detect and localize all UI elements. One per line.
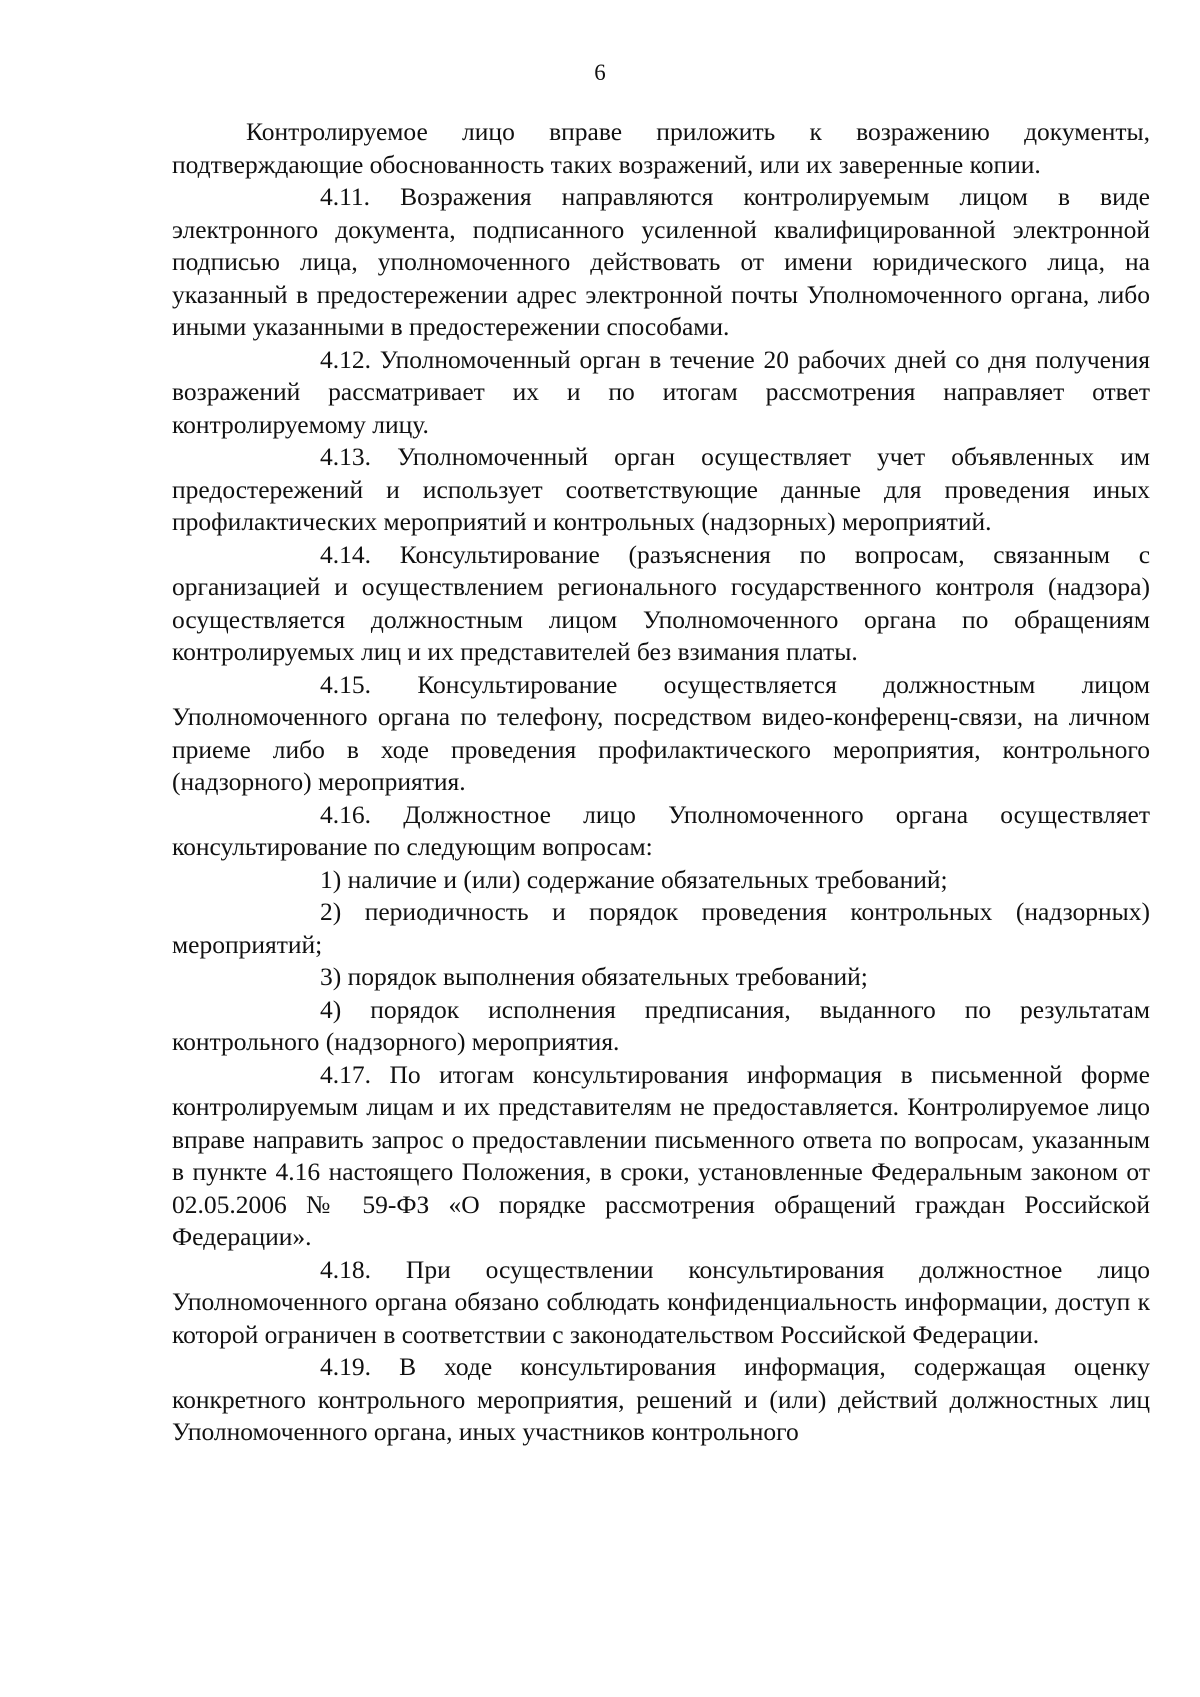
paragraph-text: Должностное лицо Уполномоченного органа осуществляет консультирование по следующим вопросам:: [172, 799, 1151, 861]
paragraph-number: 4.16.: [320, 799, 371, 829]
paragraph-4-14: [172, 539, 1150, 669]
list-item-text: порядок выполнения обязательных требований;: [347, 962, 868, 991]
paragraph-4-16: [172, 799, 1150, 864]
paragraph-4-13: [172, 441, 1150, 539]
list-item-2: [172, 896, 1150, 961]
list-item-text: наличие и (или) содержание обязательных требований;: [347, 864, 948, 894]
paragraph-number: 4.14.: [320, 539, 371, 569]
paragraph-text: Контролируемое лицо вправе приложить к возражению документы, подтверждающие обоснованность таких возражений, или их заверенные копии.: [172, 117, 1150, 179]
paragraph-number: 4.11.: [320, 182, 371, 211]
list-item-1: [172, 864, 1150, 897]
paragraph-text: В ходе консультирования информация, содержащая оценку конкретного контрольного мероприятия, решений и (или) действий должностных лиц Уполномоченного органа, иных участников контрольного: [172, 1352, 1151, 1446]
list-item-number: 1): [320, 864, 342, 894]
paragraph-4-18: [172, 1254, 1150, 1352]
list-item-number: 4): [320, 994, 342, 1024]
paragraph-number: 4.12.: [320, 344, 371, 374]
paragraph-4-19: [172, 1351, 1150, 1449]
paragraph-text: При осуществлении консультирования должностное лицо Уполномоченного органа обязано соблюдать конфиденциальность информации, доступ к которой ограничен в соответствии с законодательством Российской Федерации.: [172, 1254, 1150, 1349]
list-item-number: 3): [320, 962, 342, 991]
paragraph-text: Возражения направляются контролируемым лицом в виде электронного документа, подписанного усиленной квалифицированной электронной подписью лица, уполномоченного действовать от имени юридического лица, на указанный в предостережении адрес электронной почты Уполномоченного органа, либо иными указанными в предостережении способами.: [172, 182, 1151, 341]
paragraph-text: Уполномоченный орган осуществляет учет объявленных им предостережений и использует соответствующие данные для проведения иных профилактических мероприятий и контрольных (надзорных) мероприятий.: [172, 442, 1151, 536]
paragraph-number: 4.13.: [320, 442, 371, 471]
page-number: 6: [594, 60, 606, 85]
paragraph-number: 4.19.: [320, 1352, 371, 1381]
paragraph-text: По итогам консультирования информация в письменной форме контролируемым лицам и их представителям не предоставляется. Контролируемое лицо вправе направить запрос о предоставлении письменного ответа по вопросам, указанным в пункте 4.16 настоящего Положения, в сроки, установленные Федеральным законом от 02.05.2006 № 59-ФЗ «О порядке рассмотрения обращений граждан Российской Федерации».: [172, 1059, 1150, 1251]
paragraph-4-11: [172, 181, 1150, 344]
paragraph-text: Консультирование осуществляется должностным лицом Уполномоченного органа по телефону, посредством видео-конференц-связи, на личном приеме либо в ходе проведения профилактического мероприятия, контрольного (надзорного) мероприятия.: [172, 669, 1150, 796]
list-item-3: [172, 961, 1150, 994]
paragraph-number: 4.17.: [320, 1059, 371, 1089]
list-item-text: периодичность и порядок проведения контрольных (надзорных) мероприятий;: [172, 897, 1151, 959]
paragraph-4-17: [172, 1059, 1150, 1254]
paragraph-text: Уполномоченный орган в течение 20 рабочих дней со дня получения возражений рассматривает их и по итогам рассмотрения направляет ответ контролируемому лицу.: [172, 344, 1150, 439]
list-item-text: порядок исполнения предписания, выданного по результатам контрольного (надзорного) мероприятия.: [172, 994, 1150, 1056]
paragraph-4-12: [172, 344, 1150, 442]
paragraph-objection-documents: [172, 116, 1150, 181]
list-item-number: 2): [320, 897, 342, 926]
paragraph-number: 4.18.: [320, 1254, 371, 1284]
paragraph-4-15: [172, 669, 1150, 799]
list-item-4: [172, 994, 1150, 1059]
paragraph-number: 4.15.: [320, 669, 371, 699]
document-body: [172, 116, 1150, 1449]
paragraph-text: Консультирование (разъяснения по вопросам, связанным с организацией и осуществлением регионального государственного контроля (надзора) осуществляется должностным лицом Уполномоченного органа по обращениям контролируемых лиц и их представителей без взимания платы.: [172, 539, 1151, 666]
